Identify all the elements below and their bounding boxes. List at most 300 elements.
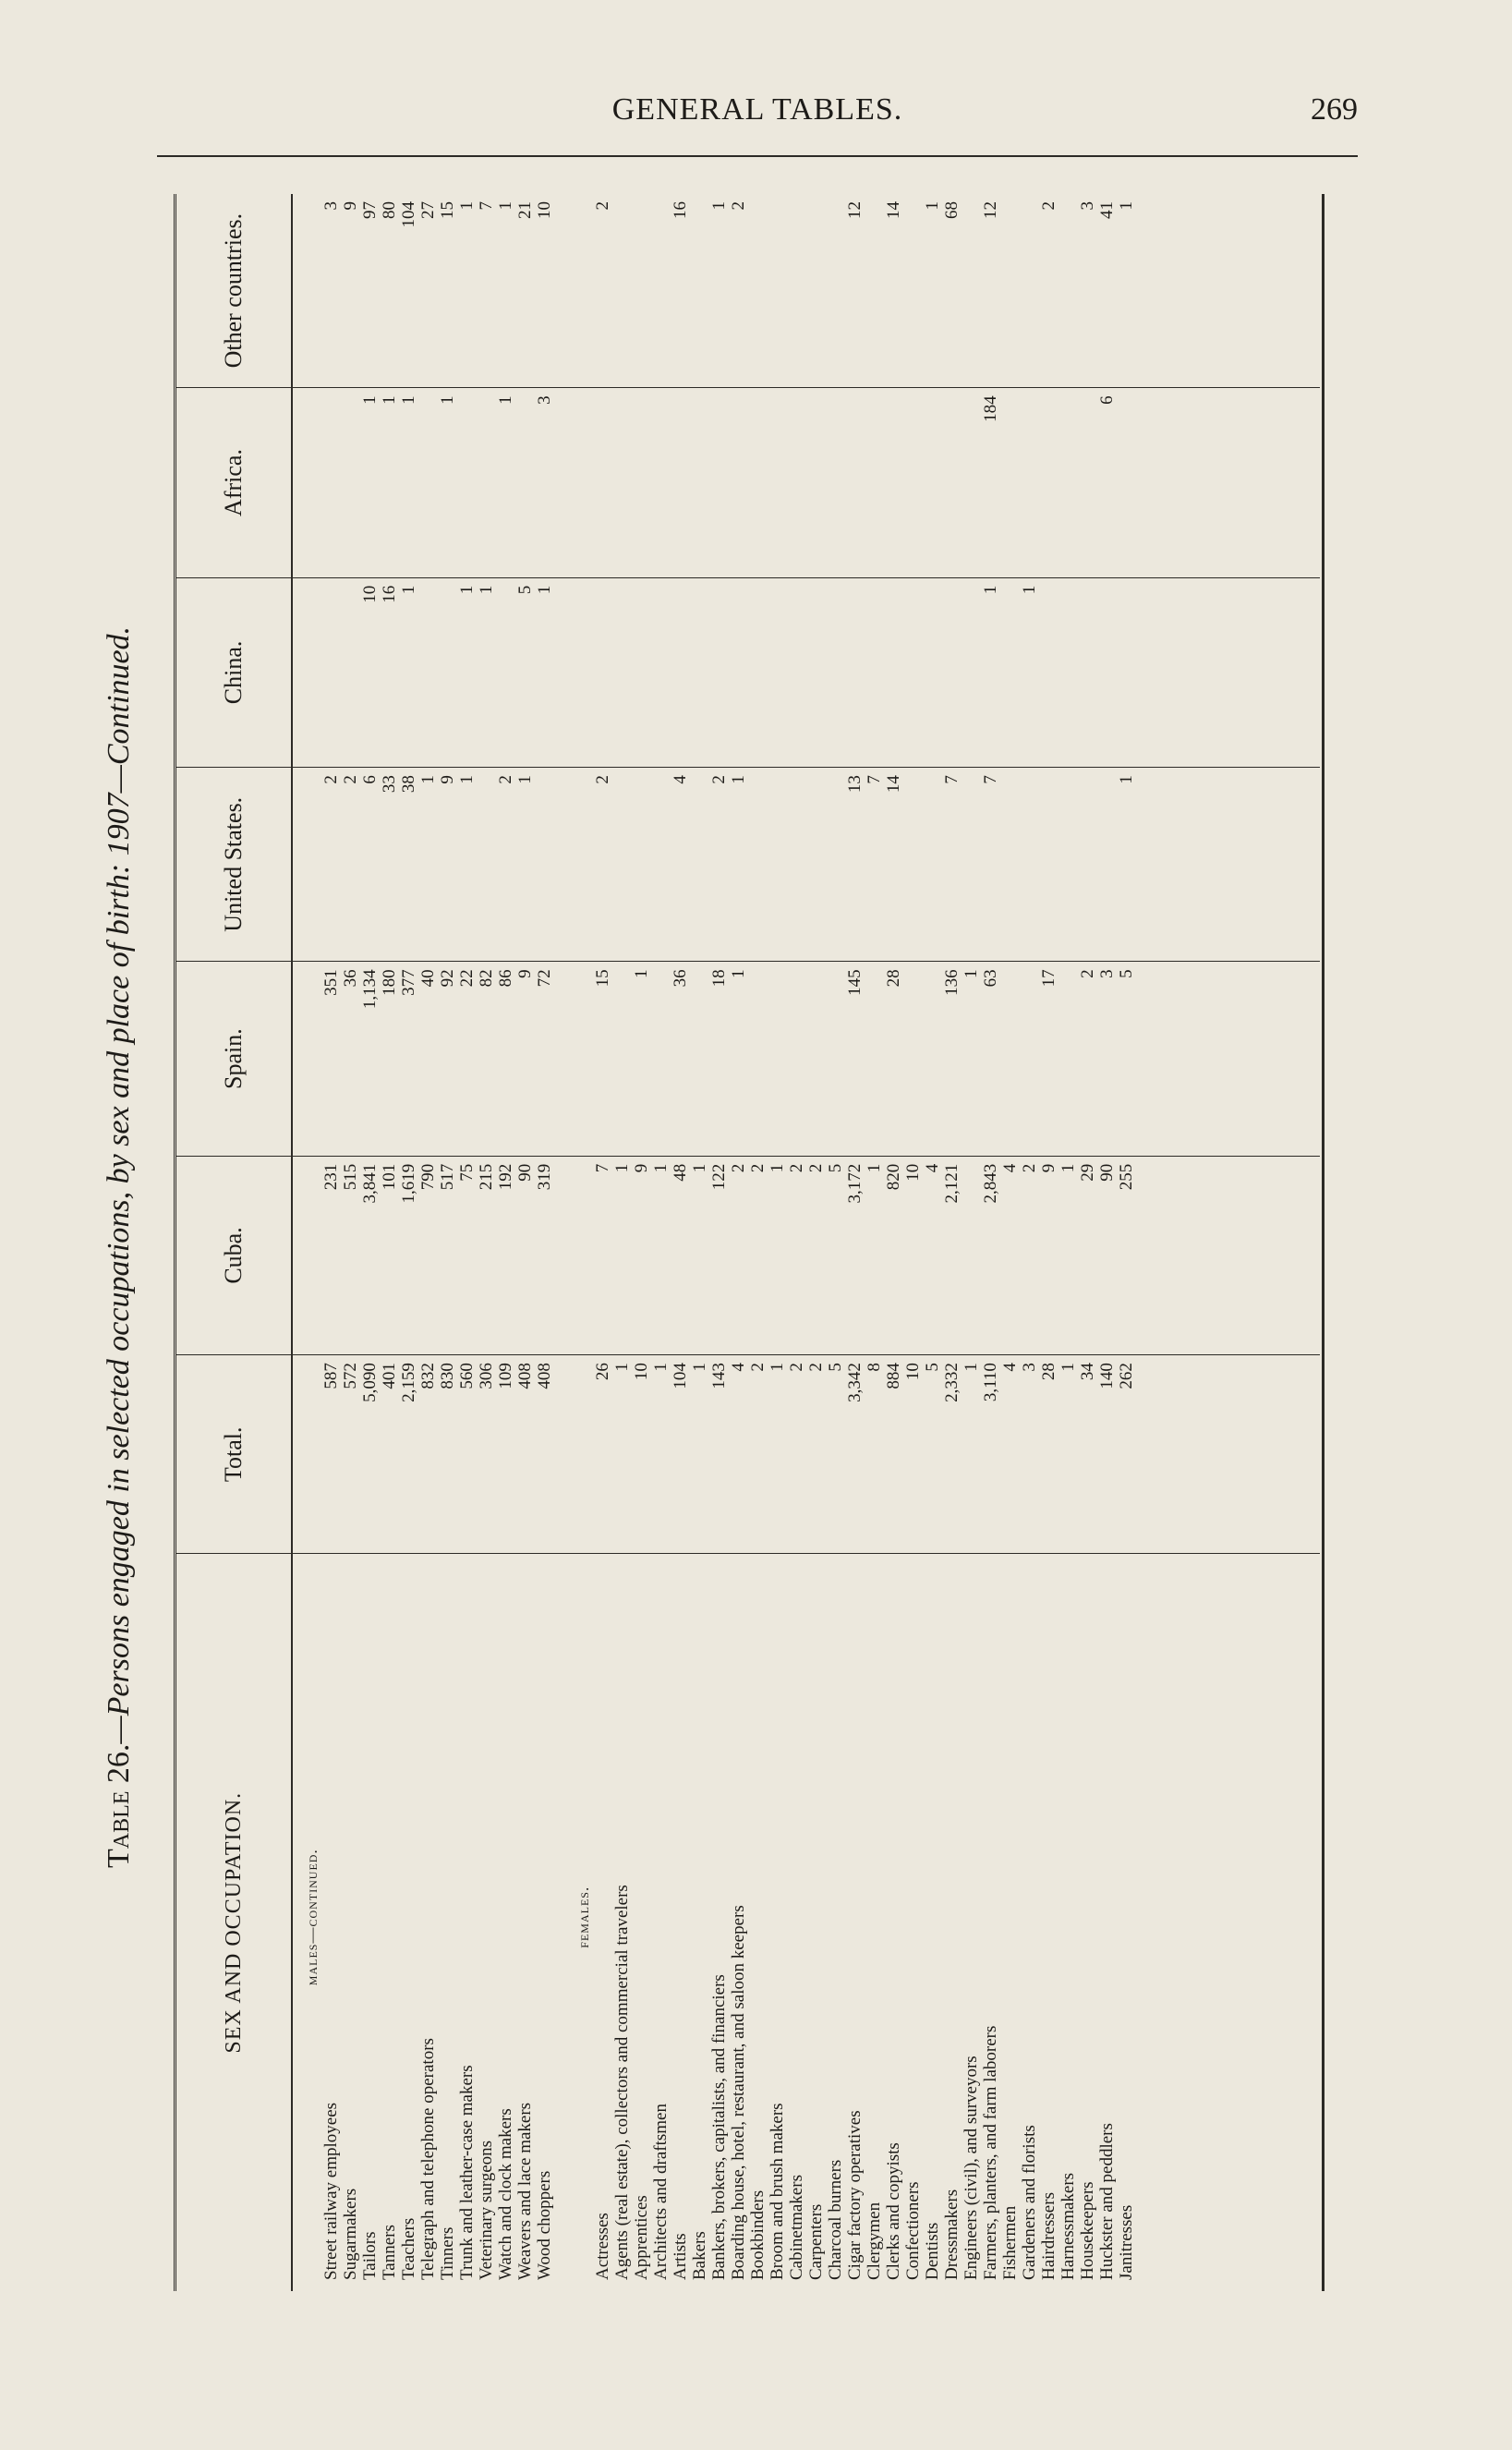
cell-africa	[709, 388, 729, 576]
cell-us: 2	[709, 775, 729, 784]
cell-africa	[1020, 388, 1039, 576]
occupation-label: Agents (real estate), collectors and commercial travelers	[612, 1885, 632, 2280]
cell-china	[962, 578, 981, 767]
cell-cuba: 1	[651, 1163, 671, 1173]
cell-spain	[865, 962, 884, 1155]
occupation-label: Confectioners	[903, 2181, 923, 2280]
row-gap	[554, 962, 574, 1155]
rotated-table-area	[102, 166, 1339, 2328]
cell-spain: 15	[593, 969, 612, 988]
occupation-label: Farmers, planters, and farm laborers	[981, 2025, 1000, 2280]
cell-other: 1	[709, 200, 729, 211]
cell-us	[748, 768, 768, 961]
cell-africa	[341, 388, 360, 576]
cell-africa	[632, 388, 651, 576]
occupation-label: Teachers	[399, 2217, 418, 2280]
cell-other	[612, 194, 632, 387]
cell-other	[1000, 194, 1020, 387]
cell-spain: 5	[1117, 969, 1136, 978]
section-spacer	[574, 1355, 593, 1553]
cell-total: 10	[632, 1363, 651, 1381]
cell-africa	[1039, 388, 1058, 576]
cell-total: 1	[651, 1363, 671, 1372]
cell-china	[826, 578, 845, 767]
cell-china	[923, 578, 942, 767]
occupation-label: Tinners	[438, 2226, 457, 2280]
occupation-label: Janitresses	[1117, 2204, 1136, 2280]
cell-africa	[651, 388, 671, 576]
cell-us: 13	[845, 775, 865, 794]
column-china	[293, 578, 1320, 768]
cell-spain: 1,134	[360, 969, 380, 1010]
table-title-lead: Table 26.	[102, 1743, 136, 1869]
cell-other	[903, 194, 923, 387]
cell-total: 34	[1078, 1363, 1097, 1381]
cell-spain: 136	[942, 969, 962, 996]
header-spain: Spain.	[176, 962, 291, 1156]
cell-cuba: 10	[903, 1163, 923, 1182]
cell-china: 1	[981, 585, 1000, 595]
column-united-states	[293, 768, 1320, 962]
cell-total: 5	[826, 1363, 845, 1372]
header-other-countries: Other countries.	[176, 194, 291, 388]
cell-other	[806, 194, 826, 387]
cell-spain	[806, 962, 826, 1155]
section-spacer	[574, 768, 593, 961]
cell-cuba: 1	[865, 1163, 884, 1173]
section-heading: females.	[575, 1886, 592, 1948]
cell-cuba: 101	[380, 1163, 399, 1191]
occupation-label: Tailors	[360, 2231, 380, 2280]
table-title-rest: —Persons engaged in selected occupations, by sex and place of birth: 1907—Continued.	[102, 625, 136, 1744]
cell-china	[321, 578, 341, 767]
cell-other: 1	[457, 200, 477, 211]
cell-total: 10	[903, 1363, 923, 1381]
cell-total: 104	[671, 1363, 690, 1389]
cell-africa	[826, 388, 845, 576]
cell-africa	[806, 388, 826, 576]
cell-africa	[942, 388, 962, 576]
cell-spain	[826, 962, 845, 1155]
occupation-label: Bankers, brokers, capitalists, and financiers	[709, 1974, 729, 2280]
cell-china	[1058, 578, 1078, 767]
cell-africa: 1	[360, 395, 380, 405]
cell-spain: 1	[962, 969, 981, 978]
cell-us: 38	[399, 775, 418, 794]
cell-china	[1078, 578, 1097, 767]
cell-china	[903, 578, 923, 767]
cell-us	[962, 768, 981, 961]
cell-other: 1	[1117, 200, 1136, 211]
cell-china	[1000, 578, 1020, 767]
cell-other: 9	[341, 200, 360, 211]
occupation-label: Wood choppers	[535, 2170, 554, 2280]
row-gap	[554, 388, 574, 576]
cell-total: 3,110	[981, 1363, 1000, 1402]
cell-cuba: 517	[438, 1163, 457, 1191]
cell-total: 2,159	[399, 1363, 418, 1402]
cell-spain: 351	[321, 969, 341, 996]
cell-cuba: 790	[418, 1163, 438, 1191]
cell-cuba: 4	[1000, 1163, 1020, 1173]
occupation-label: Cigar factory operatives	[845, 2110, 865, 2280]
occupation-label: Tanners	[380, 2225, 399, 2280]
cell-spain	[787, 962, 806, 1155]
occupation-label: Housekeepers	[1078, 2181, 1097, 2280]
occupation-label: Trunk and leather-case makers	[457, 2065, 477, 2280]
cell-africa	[1000, 388, 1020, 576]
section-spacer	[574, 1157, 593, 1354]
page-number: 269	[1311, 92, 1358, 127]
cell-spain: 1	[632, 969, 651, 978]
section-spacer	[574, 194, 593, 387]
cell-total: 401	[380, 1363, 399, 1389]
cell-cuba: 215	[477, 1163, 496, 1191]
cell-spain	[1020, 962, 1039, 1155]
cell-china	[884, 578, 903, 767]
occupation-label: Watch and clock makers	[496, 2108, 515, 2280]
cell-africa: 6	[1097, 395, 1117, 405]
cell-cuba: 7	[593, 1163, 612, 1173]
cell-us: 1	[729, 775, 748, 784]
cell-total: 5,090	[360, 1363, 380, 1402]
cell-spain: 18	[709, 969, 729, 988]
cell-other	[1058, 194, 1078, 387]
cell-total: 408	[535, 1363, 554, 1389]
cell-spain	[1058, 962, 1078, 1155]
column-spain	[293, 962, 1320, 1156]
cell-us: 33	[380, 775, 399, 794]
cell-spain: 3	[1097, 969, 1117, 978]
cell-spain	[903, 962, 923, 1155]
header-china: China.	[176, 578, 291, 768]
cell-spain: 28	[884, 969, 903, 988]
cell-spain	[1000, 962, 1020, 1155]
cell-other	[962, 194, 981, 387]
cell-cuba: 1	[690, 1163, 709, 1173]
cell-other: 16	[671, 200, 690, 219]
section-spacer	[302, 388, 321, 576]
cell-china	[865, 578, 884, 767]
cell-total: 3	[1020, 1363, 1039, 1372]
cell-other: 97	[360, 200, 380, 219]
cell-us	[651, 768, 671, 961]
cell-us: 1	[457, 775, 477, 784]
cell-us	[1097, 768, 1117, 961]
cell-total: 2	[787, 1363, 806, 1372]
cell-us	[1020, 768, 1039, 961]
cell-cuba: 2	[787, 1163, 806, 1173]
cell-us	[477, 768, 496, 961]
occupation-label: Charcoal burners	[826, 2159, 845, 2280]
cell-africa	[457, 388, 477, 576]
cell-china: 10	[360, 585, 380, 603]
cell-spain: 72	[535, 969, 554, 988]
cell-africa: 3	[535, 395, 554, 405]
cell-total: 306	[477, 1363, 496, 1389]
cell-other: 10	[535, 200, 554, 219]
cell-cuba: 1	[1058, 1163, 1078, 1173]
cell-total: 587	[321, 1363, 341, 1389]
cell-us	[1039, 768, 1058, 961]
cell-cuba: 2	[729, 1163, 748, 1173]
table-header	[176, 194, 293, 2291]
cell-us: 2	[496, 775, 515, 784]
cell-us: 1	[1117, 775, 1136, 784]
cell-us	[632, 768, 651, 961]
cell-africa	[1058, 388, 1078, 576]
section-spacer	[302, 1157, 321, 1354]
cell-china	[612, 578, 632, 767]
row-gap	[554, 768, 574, 961]
cell-china	[729, 578, 748, 767]
occupation-label: Dressmakers	[942, 2189, 962, 2280]
cell-other: 21	[515, 200, 535, 219]
cell-other	[1020, 194, 1039, 387]
cell-africa	[321, 388, 341, 576]
occupation-label: Sugarmakers	[341, 2188, 360, 2280]
cell-china	[709, 578, 729, 767]
occupation-label: Actresses	[593, 2213, 612, 2280]
cell-cuba: 231	[321, 1163, 341, 1191]
cell-cuba	[962, 1157, 981, 1354]
cell-cuba: 192	[496, 1163, 515, 1191]
cell-spain: 92	[438, 969, 457, 988]
cell-spain: 22	[457, 969, 477, 988]
occupation-label: Huckster and peddlers	[1097, 2123, 1117, 2280]
cell-cuba: 2	[1020, 1163, 1039, 1173]
section-spacer	[574, 962, 593, 1155]
cell-china	[1097, 578, 1117, 767]
cell-us	[768, 768, 787, 961]
cell-other	[690, 194, 709, 387]
cell-africa: 184	[981, 395, 1000, 422]
cell-total: 5	[923, 1363, 942, 1372]
cell-us: 7	[981, 775, 1000, 784]
cell-china	[787, 578, 806, 767]
cell-china: 1	[477, 585, 496, 595]
cell-total: 2	[806, 1363, 826, 1372]
occupation-label: Engineers (civil), and surveyors	[962, 2056, 981, 2280]
cell-spain: 63	[981, 969, 1000, 988]
column-africa	[293, 388, 1320, 577]
cell-us: 1	[515, 775, 535, 784]
occupation-label: Cabinetmakers	[787, 2175, 806, 2280]
cell-spain: 36	[341, 969, 360, 988]
cell-us: 1	[418, 775, 438, 784]
cell-africa	[845, 388, 865, 576]
cell-spain: 180	[380, 969, 399, 996]
cell-africa: 1	[496, 395, 515, 405]
cell-us: 7	[942, 775, 962, 784]
cell-spain	[690, 962, 709, 1155]
cell-africa	[671, 388, 690, 576]
cell-cuba: 90	[1097, 1163, 1117, 1182]
cell-cuba: 2	[748, 1163, 768, 1173]
occupation-label: Hairdressers	[1039, 2192, 1058, 2280]
cell-cuba: 90	[515, 1163, 535, 1182]
cell-cuba: 2,121	[942, 1163, 962, 1204]
cell-us	[612, 768, 632, 961]
cell-china: 1	[1020, 585, 1039, 595]
cell-spain	[612, 962, 632, 1155]
cell-africa	[612, 388, 632, 576]
occupation-label: Fishermen	[1000, 2205, 1020, 2280]
cell-us	[1078, 768, 1097, 961]
cell-cuba: 820	[884, 1163, 903, 1191]
cell-other: 12	[845, 200, 865, 219]
cell-china	[748, 578, 768, 767]
cell-africa	[748, 388, 768, 576]
occupation-label: Broom and brush makers	[768, 2103, 787, 2280]
occupation-label: Bakers	[690, 2231, 709, 2280]
cell-other	[826, 194, 845, 387]
occupation-label: Architects and draftsmen	[651, 2104, 671, 2280]
cell-cuba: 5	[826, 1163, 845, 1173]
cell-total: 408	[515, 1363, 535, 1389]
cell-us: 7	[865, 775, 884, 784]
cell-total: 830	[438, 1363, 457, 1389]
cell-africa	[1078, 388, 1097, 576]
table-title	[102, 166, 157, 2328]
header-africa: Africa.	[176, 388, 291, 577]
cell-china	[845, 578, 865, 767]
table-body	[293, 194, 1320, 2291]
row-gap	[554, 1355, 574, 1553]
cell-total: 26	[593, 1363, 612, 1381]
cell-africa	[865, 388, 884, 576]
occupation-label: Dentists	[923, 2222, 942, 2280]
occupation-label: Street railway employees	[321, 2102, 341, 2280]
cell-other: 1	[496, 200, 515, 211]
cell-other	[651, 194, 671, 387]
cell-africa	[690, 388, 709, 576]
cell-total: 3,342	[845, 1363, 865, 1402]
cell-cuba: 3,172	[845, 1163, 865, 1204]
cell-spain	[923, 962, 942, 1155]
cell-africa	[884, 388, 903, 576]
cell-africa	[1117, 388, 1136, 576]
occupation-label: Apprentices	[632, 2195, 651, 2280]
cell-china: 5	[515, 585, 535, 595]
cell-other: 1	[923, 200, 942, 211]
cell-other: 15	[438, 200, 457, 219]
cell-africa	[515, 388, 535, 576]
cell-china: 1	[457, 585, 477, 595]
cell-africa	[477, 388, 496, 576]
cell-other	[787, 194, 806, 387]
cell-cuba: 1	[768, 1163, 787, 1173]
section-spacer	[302, 962, 321, 1155]
cell-us: 2	[321, 775, 341, 784]
section-spacer	[302, 768, 321, 961]
cell-africa	[787, 388, 806, 576]
cell-cuba: 4	[923, 1163, 942, 1173]
cell-africa	[418, 388, 438, 576]
cell-cuba: 122	[709, 1163, 729, 1191]
cell-total: 1	[1058, 1363, 1078, 1372]
row-gap	[554, 1157, 574, 1354]
cell-other: 27	[418, 200, 438, 219]
cell-china: 16	[380, 585, 399, 603]
cell-total: 832	[418, 1363, 438, 1389]
section-spacer	[302, 1355, 321, 1553]
section-spacer	[574, 578, 593, 767]
cell-other: 3	[1078, 200, 1097, 211]
cell-us	[1058, 768, 1078, 961]
cell-africa	[903, 388, 923, 576]
cell-total: 2	[748, 1363, 768, 1372]
cell-china	[438, 578, 457, 767]
cell-total: 109	[496, 1363, 515, 1389]
occupation-label: Boarding house, hotel, restaurant, and saloon keepers	[729, 1905, 748, 2280]
cell-total: 1	[768, 1363, 787, 1372]
cell-africa	[729, 388, 748, 576]
cell-total: 28	[1039, 1363, 1058, 1381]
cell-china	[496, 578, 515, 767]
row-gap	[554, 194, 574, 387]
cell-total: 560	[457, 1363, 477, 1389]
cell-china	[690, 578, 709, 767]
page-header	[157, 92, 1358, 148]
occupation-label: Telegraph and telephone operators	[418, 2038, 438, 2280]
cell-cuba: 1,619	[399, 1163, 418, 1204]
cell-spain: 377	[399, 969, 418, 996]
cell-other: 14	[884, 200, 903, 219]
cell-china	[632, 578, 651, 767]
cell-cuba: 9	[1039, 1163, 1058, 1173]
cell-total: 2,332	[942, 1363, 962, 1402]
cell-other	[768, 194, 787, 387]
occupation-label: Veterinary surgeons	[477, 2140, 496, 2280]
header-united-states: United States.	[176, 768, 291, 962]
cell-total: 4	[729, 1363, 748, 1372]
occupation-label: Gardeners and florists	[1020, 2125, 1039, 2280]
cell-us	[787, 768, 806, 961]
row-gap	[554, 578, 574, 767]
cell-china	[593, 578, 612, 767]
cell-china	[1117, 578, 1136, 767]
cell-spain: 36	[671, 969, 690, 988]
cell-other: 104	[399, 200, 418, 228]
cell-total: 1	[612, 1363, 632, 1372]
cell-china: 1	[399, 585, 418, 595]
cell-us	[806, 768, 826, 961]
cell-spain: 1	[729, 969, 748, 978]
cell-cuba: 319	[535, 1163, 554, 1191]
column-occupation	[293, 1554, 1320, 2291]
cell-china	[942, 578, 962, 767]
cell-cuba: 75	[457, 1163, 477, 1182]
cell-total: 1	[690, 1363, 709, 1372]
running-head: GENERAL TABLES.	[611, 92, 903, 127]
cell-us	[1000, 768, 1020, 961]
occupation-label: Artists	[671, 2233, 690, 2280]
cell-other	[632, 194, 651, 387]
cell-china	[768, 578, 787, 767]
cell-spain: 2	[1078, 969, 1097, 978]
cell-other: 7	[477, 200, 496, 211]
occupation-label: Weavers and lace makers	[515, 2102, 535, 2280]
cell-africa: 1	[399, 395, 418, 405]
cell-us	[690, 768, 709, 961]
cell-us	[923, 768, 942, 961]
occupation-label: Carpenters	[806, 2203, 826, 2280]
cell-us: 4	[671, 775, 690, 784]
cell-spain: 82	[477, 969, 496, 988]
cell-total: 140	[1097, 1363, 1117, 1389]
cell-other: 41	[1097, 200, 1117, 219]
